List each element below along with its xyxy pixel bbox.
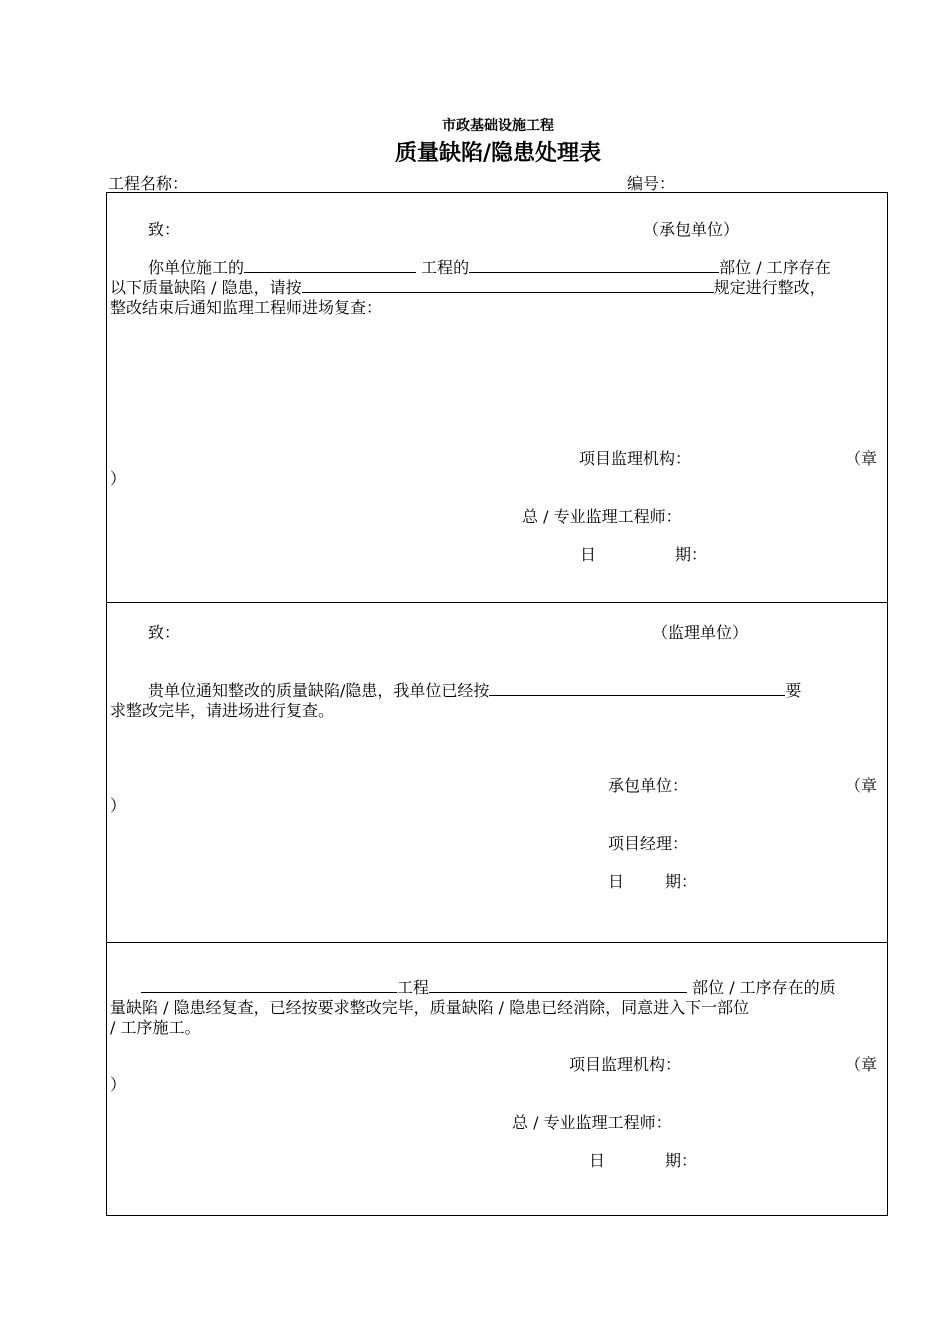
result-line-3: / 工序施工。: [110, 1018, 201, 1037]
recipient-supervisor: （监理单位）: [652, 623, 749, 642]
requirement-blank[interactable]: [489, 680, 785, 696]
notice-text-a: 你单位施工的: [148, 258, 245, 277]
date-label-a: 日: [580, 545, 597, 564]
to-label: 致：: [148, 220, 181, 239]
recipient-contractor: （承包单位）: [643, 220, 740, 239]
contractor-label: 承包单位：: [608, 776, 689, 795]
supervising-engineer-label: 总 / 专业监理工程师：: [522, 507, 682, 526]
supervising-engineer-label: 总 / 专业监理工程师：: [512, 1113, 672, 1132]
seal-close: ）: [110, 469, 127, 488]
seal-close: ）: [110, 1075, 127, 1094]
seal-open: （章: [845, 449, 878, 468]
notice-text-b: 工程的: [421, 258, 470, 277]
section-reinspection: [106, 942, 888, 1216]
notice-line-3: 整改结束后通知监理工程师进场复查：: [110, 298, 383, 317]
reply-text-a: 贵单位通知整改的质量缺陷/隐患，我单位已经按: [148, 681, 490, 700]
construction-blank[interactable]: [141, 977, 397, 993]
seal-open: （章: [845, 776, 878, 795]
serial-number-label: 编号：: [627, 174, 676, 193]
project-name-label: 工程名称：: [108, 174, 189, 193]
notice-text-c: 部位 / 工序存在: [719, 258, 831, 277]
location-blank[interactable]: [429, 977, 687, 993]
seal-close: ）: [110, 796, 127, 815]
date-label-b: 期：: [675, 545, 708, 564]
document-title: 质量缺陷/隐患处理表: [394, 140, 602, 166]
document-subtitle: 市政基础设施工程: [442, 118, 554, 134]
date-label-a: 日: [589, 1151, 606, 1170]
result-line-2: 量缺陷 / 隐患经复查，已经按要求整改完毕，质量缺陷 / 隐患已经消除，同意进入下一部位: [110, 998, 750, 1017]
date-label-b: 期：: [665, 1151, 698, 1170]
date-label-a: 日: [608, 872, 625, 891]
supervision-org-label: 项目监理机构：: [569, 1055, 682, 1074]
construction-blank[interactable]: [244, 257, 416, 273]
result-text-b: 部位 / 工序存在的质: [692, 978, 836, 997]
to-label: 致：: [148, 623, 181, 642]
reply-text-b: 要: [785, 681, 802, 700]
regulation-blank[interactable]: [302, 277, 714, 293]
reply-line-2: 求整改完毕，请进场进行复查。: [110, 701, 335, 720]
location-blank[interactable]: [469, 257, 719, 273]
section-rectification-reply: [106, 602, 888, 943]
supervision-org-label: 项目监理机构：: [579, 449, 692, 468]
result-text-a: 工程: [397, 978, 430, 997]
date-label-b: 期：: [665, 872, 698, 891]
notice-text-d: 以下质量缺陷 / 隐患，请按: [110, 278, 302, 297]
project-manager-label: 项目经理：: [608, 834, 689, 853]
seal-open: （章: [845, 1055, 878, 1074]
section-rectification-notice: [106, 192, 888, 603]
notice-text-e: 规定进行整改，: [713, 278, 826, 297]
